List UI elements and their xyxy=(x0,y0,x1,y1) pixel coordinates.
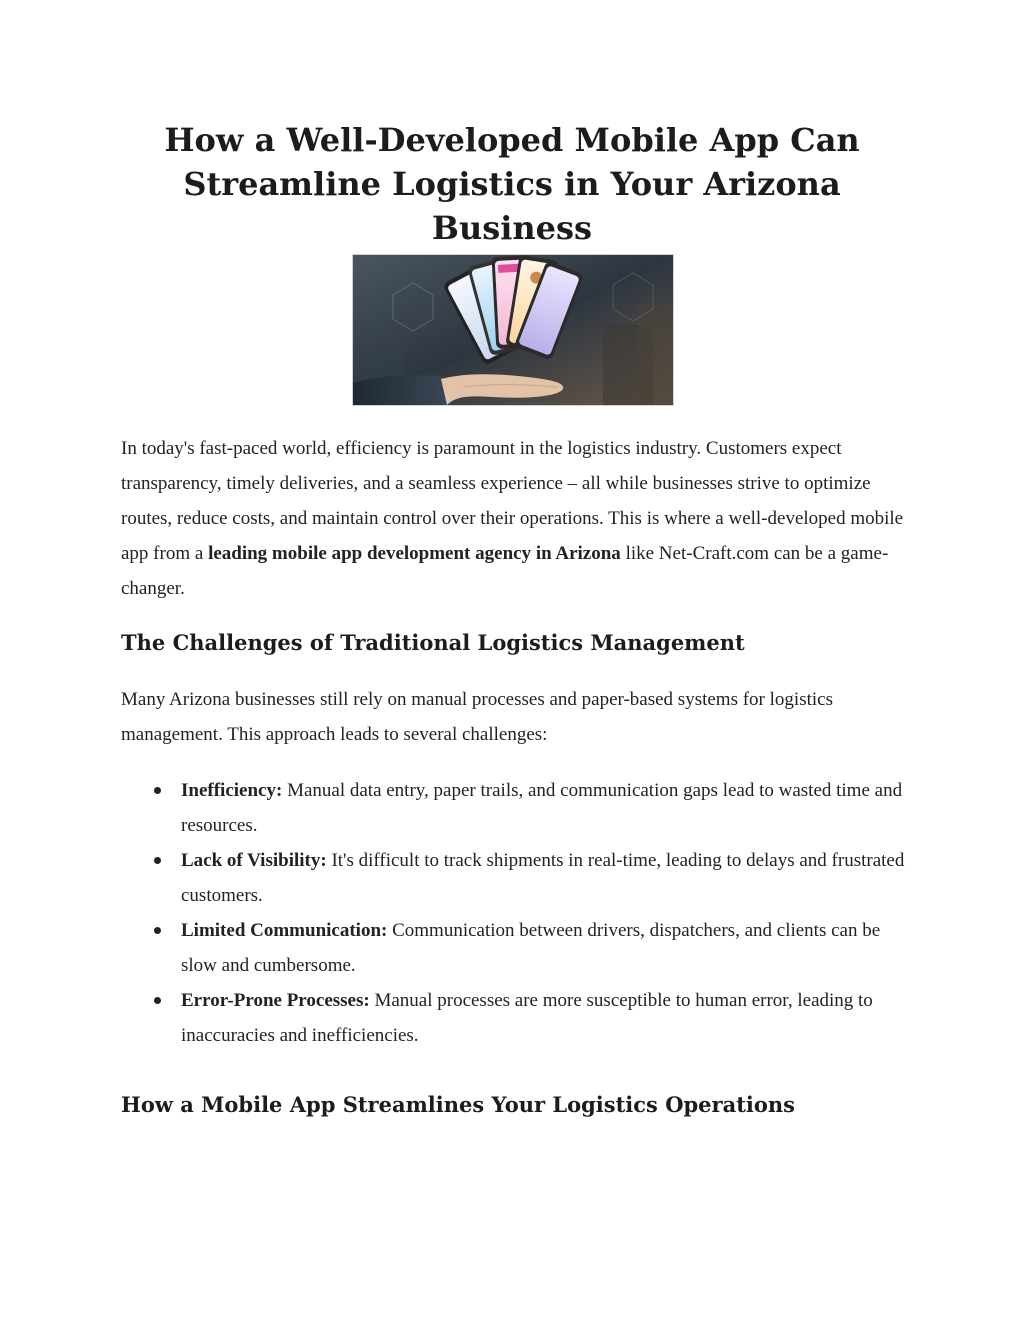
list-item-text: It's difficult to track shipments in real-time, leading to delays and frustrated customers. xyxy=(181,850,905,906)
list-item xyxy=(121,843,911,913)
section-heading-streamlines: How a Mobile App Streamlines Your Logistics Operations xyxy=(121,1092,795,1117)
intro-bold-text: leading mobile app development agency in Arizona xyxy=(208,543,621,564)
list-item-label: Error-Prone Processes: xyxy=(181,990,370,1011)
bullet-icon xyxy=(154,787,161,794)
list-item xyxy=(121,773,911,843)
hand-holding-phone-icon xyxy=(353,255,674,406)
intro-text: In today's fast-paced world, efficiency is paramount in the logistics industry. Customers expect transparency, timely deliveries, and a seamless experience – all while businesses strive to optimize routes, reduce costs, and maintain control over their operations. This is where a well-developed mobile app from a xyxy=(121,438,904,564)
section-heading-challenges: The Challenges of Traditional Logistics Management xyxy=(121,630,745,655)
list-item-text: Manual data entry, paper trails, and communication gaps lead to wasted time and resources. xyxy=(181,780,903,836)
bullet-icon xyxy=(154,857,161,864)
page-title: How a Well-Developed Mobile App Can Streamline Logistics in Your Arizona Business xyxy=(164,121,860,247)
hero-image xyxy=(352,254,674,406)
list-item-label: Limited Communication: xyxy=(181,920,388,941)
list-item xyxy=(121,913,911,983)
list-item-label: Inefficiency: xyxy=(181,780,283,801)
list-item-text: Communication between drivers, dispatchers, and clients can be slow and cumbersome. xyxy=(181,920,881,976)
challenges-list xyxy=(121,773,911,1053)
bullet-icon xyxy=(154,927,161,934)
intro-text-end: like Net-Craft.com can be a game-changer. xyxy=(121,543,889,599)
list-item-text: Manual processes are more susceptible to human error, leading to inaccuracies and inefficiencies. xyxy=(181,990,873,1046)
bullet-icon xyxy=(154,997,161,1004)
list-item-label: Lack of Visibility: xyxy=(181,850,327,871)
list-item xyxy=(121,983,911,1053)
challenges-paragraph: Many Arizona businesses still rely on manual processes and paper-based systems for logistics management. This approach leads to several challenges: xyxy=(121,689,833,745)
intro-paragraph xyxy=(121,431,911,606)
